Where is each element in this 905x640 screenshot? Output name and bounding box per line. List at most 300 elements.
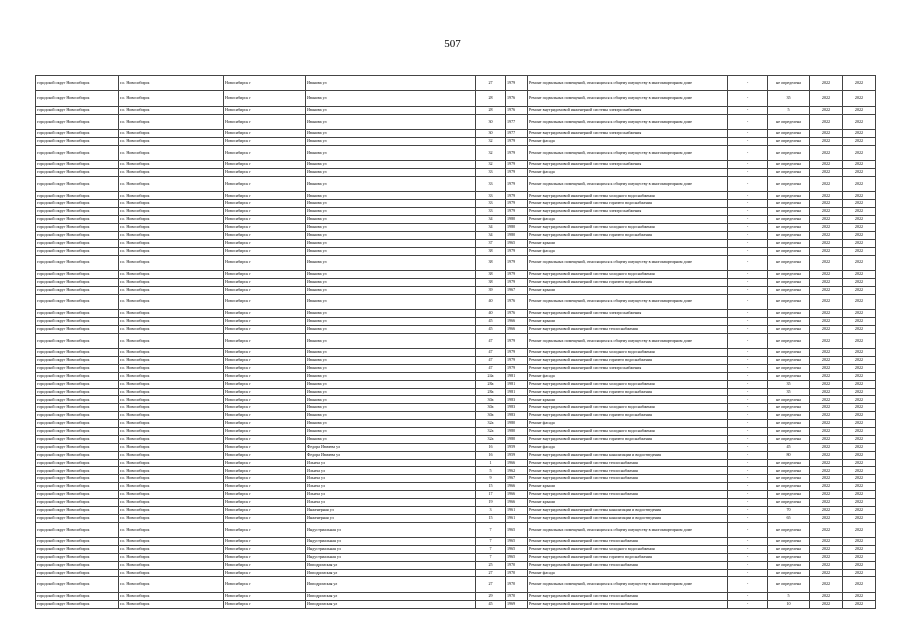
district-cell: городской округ Новосибирск [36,169,119,177]
municipality-cell: г.о. Новосибирск [119,278,224,286]
street-cell: Ипподромская ул [306,592,476,600]
table-row [36,475,876,483]
build-year-cell: 1966 [506,317,528,325]
work-type-cell: Ремонт фасада [528,372,728,380]
municipality-cell: г.о. Новосибирск [119,114,224,129]
street-cell: Иванова ул [306,145,476,160]
start-year-cell: 2022 [810,106,843,114]
start-year-cell: 2022 [810,114,843,129]
end-year-cell: 2022 [843,208,876,216]
work-type-cell: Ремонт крыши [528,239,728,247]
dash-cell: - [728,388,768,396]
house-number-cell: 45 [476,317,506,325]
end-year-cell: 2022 [843,498,876,506]
city-cell: Новосибирск г [224,553,306,561]
table-row [36,278,876,286]
municipality-cell: г.о. Новосибирск [119,76,224,91]
district-cell: городской округ Новосибирск [36,200,119,208]
work-type-cell: Ремонт внутридомовой инженерной системы электроснабжения [528,309,728,317]
build-year-cell: 1980 [506,223,528,231]
district-cell: городской округ Новосибирск [36,475,119,483]
build-year-cell: 1966 [506,491,528,499]
district-cell: городской округ Новосибирск [36,380,119,388]
cost-cell: не определена [768,270,810,278]
house-number-cell: 38 [476,278,506,286]
table-row [36,333,876,348]
work-type-cell: Ремонт крыши [528,498,728,506]
house-number-cell: 34 [476,216,506,224]
work-type-cell: Ремонт внутридомовой инженерной системы горячего водоснабжения [528,231,728,239]
municipality-cell: г.о. Новосибирск [119,380,224,388]
end-year-cell: 2022 [843,309,876,317]
start-year-cell: 2022 [810,208,843,216]
work-type-cell: Ремонт внутридомовой инженерной системы холодного водоснабжения [528,427,728,435]
house-number-cell: 29 [476,592,506,600]
build-year-cell: 1966 [506,459,528,467]
district-cell: городской округ Новосибирск [36,467,119,475]
house-number-cell: 17 [476,491,506,499]
city-cell: Новосибирск г [224,223,306,231]
city-cell: Новосибирск г [224,145,306,160]
house-number-cell: 34 [476,231,506,239]
house-number-cell: 7 [476,545,506,553]
city-cell: Новосибирск г [224,427,306,435]
district-cell: городской округ Новосибирск [36,388,119,396]
table-row [36,137,876,145]
house-number-cell: 32 [476,145,506,160]
city-cell: Новосибирск г [224,491,306,499]
build-year-cell: 1981 [506,388,528,396]
street-cell: Иванова ул [306,137,476,145]
table-row [36,216,876,224]
dash-cell: - [728,286,768,294]
street-cell: Инженерная ул [306,506,476,514]
work-type-cell: Ремонт внутридомовой инженерной системы канализации и водоотведения [528,506,728,514]
municipality-cell: г.о. Новосибирск [119,467,224,475]
work-type-cell: Ремонт подвальных помещений, относящихся к общему имуществу в многоквартирном доме [528,177,728,192]
build-year-cell: 1980 [506,420,528,428]
house-number-cell: 40 [476,309,506,317]
work-type-cell: Ремонт внутридомовой инженерной системы горячего водоснабжения [528,412,728,420]
city-cell: Новосибирск г [224,380,306,388]
house-number-cell: 47 [476,364,506,372]
table-row [36,522,876,537]
city-cell: Новосибирск г [224,459,306,467]
start-year-cell: 2022 [810,435,843,443]
start-year-cell: 2022 [810,231,843,239]
repair-program-table [35,75,876,609]
work-type-cell: Ремонт внутридомовой инженерной системы электроснабжения [528,130,728,138]
cost-cell: 65 [768,514,810,522]
street-cell: Ильича ул [306,498,476,506]
house-number-cell: 37 [476,239,506,247]
cost-cell: 80 [768,451,810,459]
city-cell: Новосибирск г [224,286,306,294]
table-row [36,569,876,577]
street-cell: Иванова ул [306,231,476,239]
dash-cell: - [728,294,768,309]
start-year-cell: 2022 [810,451,843,459]
dash-cell: - [728,333,768,348]
end-year-cell: 2022 [843,451,876,459]
street-cell: Иванова ул [306,200,476,208]
district-cell: городской округ Новосибирск [36,553,119,561]
end-year-cell: 2022 [843,349,876,357]
district-cell: городской округ Новосибирск [36,278,119,286]
district-cell: городской округ Новосибирск [36,506,119,514]
cost-cell: не определена [768,208,810,216]
street-cell: Иванова ул [306,130,476,138]
dash-cell: - [728,600,768,608]
dash-cell: - [728,561,768,569]
table-row [36,592,876,600]
dash-cell: - [728,459,768,467]
municipality-cell: г.о. Новосибирск [119,130,224,138]
district-cell: городской округ Новосибирск [36,177,119,192]
city-cell: Новосибирск г [224,412,306,420]
cost-cell: 5 [768,592,810,600]
house-number-cell: 39 [476,286,506,294]
start-year-cell: 2022 [810,247,843,255]
build-year-cell: 1977 [506,130,528,138]
street-cell: Иванова ул [306,388,476,396]
house-number-cell: 30а [476,404,506,412]
table-row [36,200,876,208]
end-year-cell: 2022 [843,231,876,239]
municipality-cell: г.о. Новосибирск [119,491,224,499]
build-year-cell: 1979 [506,76,528,91]
municipality-cell: г.о. Новосибирск [119,498,224,506]
dash-cell: - [728,420,768,428]
dash-cell: - [728,364,768,372]
street-cell: Иванова ул [306,412,476,420]
table-row [36,192,876,200]
table-row [36,435,876,443]
cost-cell: не определена [768,137,810,145]
build-year-cell: 1961 [506,514,528,522]
work-type-cell: Ремонт внутридомовой инженерной системы теплоснабжения [528,459,728,467]
district-cell: городской округ Новосибирск [36,396,119,404]
city-cell: Новосибирск г [224,467,306,475]
cost-cell: не определена [768,216,810,224]
start-year-cell: 2022 [810,561,843,569]
end-year-cell: 2022 [843,561,876,569]
dash-cell: - [728,545,768,553]
district-cell: городской округ Новосибирск [36,404,119,412]
street-cell: Индустриальная ул [306,522,476,537]
house-number-cell: 33 [476,208,506,216]
work-type-cell: Ремонт подвальных помещений, относящихся к общему имуществу в многоквартирном доме [528,76,728,91]
house-number-cell: 47 [476,356,506,364]
table-row [36,451,876,459]
city-cell: Новосибирск г [224,506,306,514]
street-cell: Ильича ул [306,459,476,467]
end-year-cell: 2022 [843,569,876,577]
dash-cell: - [728,278,768,286]
end-year-cell: 2022 [843,577,876,592]
dash-cell: - [728,216,768,224]
cost-cell: не определена [768,239,810,247]
cost-cell: не определена [768,467,810,475]
city-cell: Новосибирск г [224,239,306,247]
district-cell: городской округ Новосибирск [36,106,119,114]
dash-cell: - [728,467,768,475]
municipality-cell: г.о. Новосибирск [119,208,224,216]
house-number-cell: 27 [476,76,506,91]
house-number-cell: 45 [476,600,506,608]
city-cell: Новосибирск г [224,364,306,372]
house-number-cell: 28а [476,380,506,388]
start-year-cell: 2022 [810,177,843,192]
end-year-cell: 2022 [843,443,876,451]
district-cell: городской округ Новосибирск [36,577,119,592]
street-cell: Федора Ивачева ул [306,451,476,459]
table-row [36,498,876,506]
cost-cell: 35 [768,91,810,106]
end-year-cell: 2022 [843,356,876,364]
table-row [36,91,876,106]
house-number-cell: 33 [476,192,506,200]
cost-cell: не определена [768,278,810,286]
start-year-cell: 2022 [810,388,843,396]
street-cell: Иванова ул [306,270,476,278]
end-year-cell: 2022 [843,396,876,404]
district-cell: городской округ Новосибирск [36,498,119,506]
dash-cell: - [728,192,768,200]
end-year-cell: 2022 [843,475,876,483]
municipality-cell: г.о. Новосибирск [119,364,224,372]
end-year-cell: 2022 [843,278,876,286]
city-cell: Новосибирск г [224,114,306,129]
end-year-cell: 2022 [843,76,876,91]
end-year-cell: 2022 [843,467,876,475]
work-type-cell: Ремонт крыши [528,317,728,325]
cost-cell: не определена [768,177,810,192]
table-row [36,130,876,138]
table-row [36,491,876,499]
end-year-cell: 2022 [843,545,876,553]
city-cell: Новосибирск г [224,333,306,348]
dash-cell: - [728,514,768,522]
street-cell: Ипподромская ул [306,569,476,577]
build-year-cell: 1967 [506,286,528,294]
build-year-cell: 1965 [506,239,528,247]
start-year-cell: 2022 [810,364,843,372]
build-year-cell: 1965 [506,522,528,537]
city-cell: Новосибирск г [224,435,306,443]
dash-cell: - [728,498,768,506]
cost-cell: 70 [768,506,810,514]
house-number-cell: 32а [476,435,506,443]
table-row [36,459,876,467]
municipality-cell: г.о. Новосибирск [119,561,224,569]
table-row [36,106,876,114]
street-cell: Иванова ул [306,247,476,255]
district-cell: городской округ Новосибирск [36,294,119,309]
start-year-cell: 2022 [810,200,843,208]
city-cell: Новосибирск г [224,91,306,106]
district-cell: городской округ Новосибирск [36,76,119,91]
city-cell: Новосибирск г [224,270,306,278]
end-year-cell: 2022 [843,192,876,200]
end-year-cell: 2022 [843,247,876,255]
start-year-cell: 2022 [810,286,843,294]
street-cell: Иванова ул [306,356,476,364]
start-year-cell: 2022 [810,467,843,475]
build-year-cell: 1976 [506,309,528,317]
dash-cell: - [728,349,768,357]
build-year-cell: 1983 [506,404,528,412]
municipality-cell: г.о. Новосибирск [119,325,224,333]
dash-cell: - [728,255,768,270]
street-cell: Иванова ул [306,169,476,177]
work-type-cell: Ремонт внутридомовой инженерной системы холодного водоснабжения [528,380,728,388]
end-year-cell: 2022 [843,592,876,600]
end-year-cell: 2022 [843,364,876,372]
table-row [36,239,876,247]
house-number-cell: 28 [476,91,506,106]
start-year-cell: 2022 [810,309,843,317]
build-year-cell: 1980 [506,216,528,224]
municipality-cell: г.о. Новосибирск [119,427,224,435]
cost-cell: не определена [768,538,810,546]
work-type-cell: Ремонт подвальных помещений, относящихся к общему имуществу в многоквартирном доме [528,333,728,348]
build-year-cell: 1979 [506,192,528,200]
table-row [36,223,876,231]
table-row [36,114,876,129]
city-cell: Новосибирск г [224,420,306,428]
municipality-cell: г.о. Новосибирск [119,161,224,169]
street-cell: Иванова ул [306,223,476,231]
end-year-cell: 2022 [843,388,876,396]
street-cell: Иванова ул [306,380,476,388]
end-year-cell: 2022 [843,491,876,499]
start-year-cell: 2022 [810,91,843,106]
district-cell: городской округ Новосибирск [36,333,119,348]
district-cell: городской округ Новосибирск [36,114,119,129]
street-cell: Индустриальная ул [306,545,476,553]
municipality-cell: г.о. Новосибирск [119,600,224,608]
district-cell: городской округ Новосибирск [36,286,119,294]
street-cell: Индустриальная ул [306,553,476,561]
page-number: 507 [444,38,461,50]
city-cell: Новосибирск г [224,396,306,404]
city-cell: Новосибирск г [224,475,306,483]
work-type-cell: Ремонт внутридомовой инженерной системы электроснабжения [528,106,728,114]
start-year-cell: 2022 [810,498,843,506]
cost-cell: не определена [768,491,810,499]
table-row [36,538,876,546]
city-cell: Новосибирск г [224,514,306,522]
build-year-cell: 1979 [506,137,528,145]
table-row [36,467,876,475]
work-type-cell: Ремонт внутридомовой инженерной системы канализации и водоотведения [528,451,728,459]
work-type-cell: Ремонт внутридомовой инженерной системы теплоснабжения [528,592,728,600]
street-cell: Ипподромская ул [306,600,476,608]
district-cell: городской округ Новосибирск [36,443,119,451]
city-cell: Новосибирск г [224,208,306,216]
work-type-cell: Ремонт крыши [528,286,728,294]
house-number-cell: 19 [476,498,506,506]
city-cell: Новосибирск г [224,247,306,255]
end-year-cell: 2022 [843,317,876,325]
build-year-cell: 1959 [506,443,528,451]
table-row [36,577,876,592]
work-type-cell: Ремонт внутридомовой инженерной системы теплоснабжения [528,561,728,569]
work-type-cell: Ремонт внутридомовой инженерной системы горячего водоснабжения [528,356,728,364]
district-cell: городской округ Новосибирск [36,356,119,364]
build-year-cell: 1980 [506,231,528,239]
street-cell: Ильича ул [306,475,476,483]
dash-cell: - [728,443,768,451]
municipality-cell: г.о. Новосибирск [119,223,224,231]
end-year-cell: 2022 [843,145,876,160]
build-year-cell: 1979 [506,247,528,255]
build-year-cell: 1965 [506,538,528,546]
cost-cell: не определена [768,325,810,333]
dash-cell: - [728,76,768,91]
street-cell: Иванова ул [306,216,476,224]
dash-cell: - [728,538,768,546]
house-number-cell: 33 [476,169,506,177]
table-row [36,396,876,404]
table-row [36,294,876,309]
table-row [36,356,876,364]
street-cell: Иванова ул [306,91,476,106]
end-year-cell: 2022 [843,506,876,514]
district-cell: городской округ Новосибирск [36,427,119,435]
district-cell: городской округ Новосибирск [36,561,119,569]
work-type-cell: Ремонт внутридомовой инженерной системы канализации и водоотведения [528,514,728,522]
dash-cell: - [728,309,768,317]
city-cell: Новосибирск г [224,192,306,200]
house-number-cell: 32а [476,427,506,435]
street-cell: Иванова ул [306,420,476,428]
end-year-cell: 2022 [843,600,876,608]
house-number-cell: 1 [476,459,506,467]
start-year-cell: 2022 [810,161,843,169]
city-cell: Новосибирск г [224,137,306,145]
city-cell: Новосибирск г [224,317,306,325]
city-cell: Новосибирск г [224,130,306,138]
house-number-cell: 15 [476,483,506,491]
district-cell: городской округ Новосибирск [36,137,119,145]
dash-cell: - [728,483,768,491]
build-year-cell: 1966 [506,483,528,491]
street-cell: Иванова ул [306,333,476,348]
cost-cell: не определена [768,223,810,231]
end-year-cell: 2022 [843,427,876,435]
cost-cell: 35 [768,380,810,388]
table-row [36,388,876,396]
district-cell: городской округ Новосибирск [36,545,119,553]
dash-cell: - [728,325,768,333]
street-cell: Иванова ул [306,255,476,270]
house-number-cell: 32 [476,161,506,169]
dash-cell: - [728,317,768,325]
dash-cell: - [728,451,768,459]
start-year-cell: 2022 [810,223,843,231]
house-number-cell: 28а [476,388,506,396]
house-number-cell: 15 [476,514,506,522]
build-year-cell: 1979 [506,145,528,160]
table-row [36,349,876,357]
street-cell: Иванова ул [306,325,476,333]
dash-cell: - [728,506,768,514]
start-year-cell: 2022 [810,545,843,553]
start-year-cell: 2022 [810,404,843,412]
build-year-cell: 1976 [506,294,528,309]
